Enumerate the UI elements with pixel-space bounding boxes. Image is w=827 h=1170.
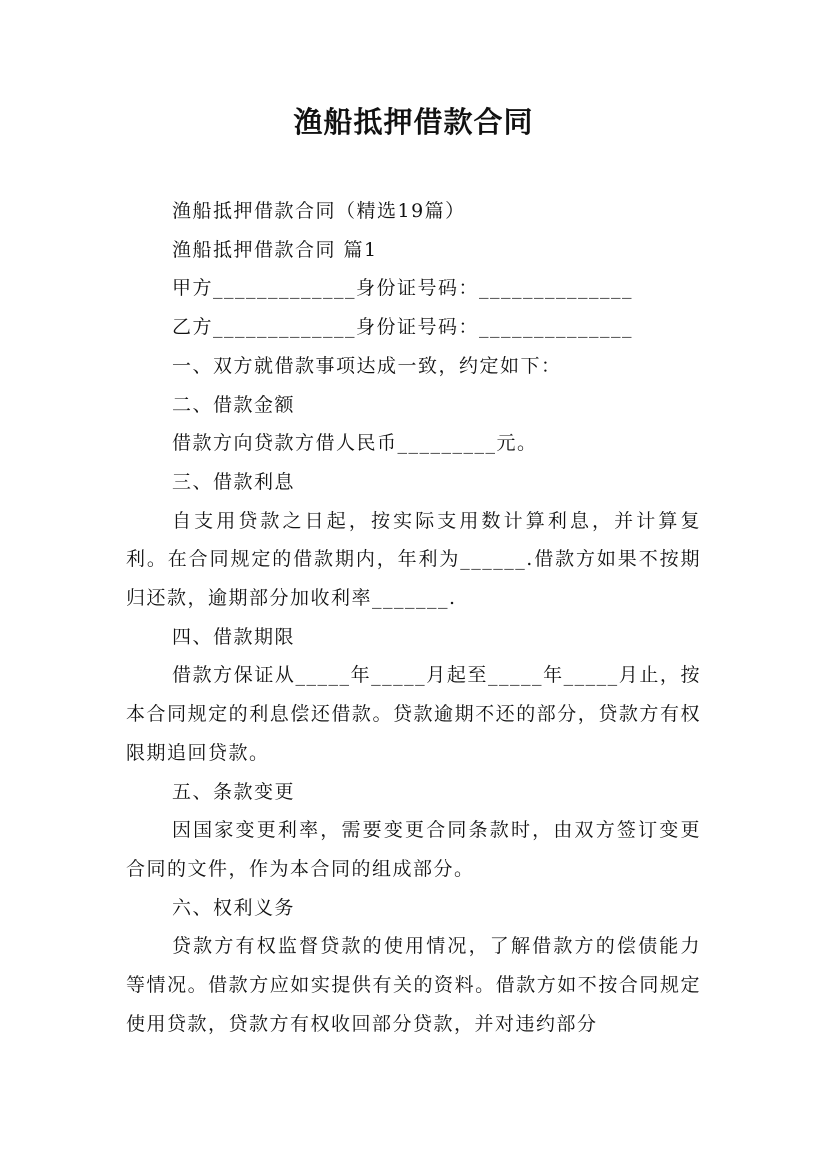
heading-clause-change: 五、条款变更 <box>172 780 296 803</box>
subtitle-paragraph: 渔船抵押借款合同（精选19篇） <box>172 200 466 222</box>
clause-agreement: 一、双方就借款事项达成一致，约定如下： <box>172 354 562 377</box>
document-body <box>126 192 701 1043</box>
party-a-line: 甲方_____________身份证号码：______________ <box>172 277 634 300</box>
section-heading-article-1: 渔船抵押借款合同 篇1 <box>172 238 378 261</box>
heading-loan-amount: 二、借款金额 <box>172 393 296 416</box>
clause-loan-amount: 借款方向贷款方借人民币_________元。 <box>172 432 538 455</box>
heading-loan-term: 四、借款期限 <box>172 625 296 648</box>
clause-change: 因国家变更利率，需要变更合同条款时，由双方签订变更合同的文件，作为本合同的组成部分。 <box>126 819 701 880</box>
party-b-line: 乙方_____________身份证号码：______________ <box>172 316 634 339</box>
clause-loan-term: 借款方保证从_____年_____月起至_____年_____月止，按本合同规定的利息偿还借款。贷款逾期不还的部分，贷款方有权限期追回贷款。 <box>126 664 701 764</box>
heading-loan-interest: 三、借款利息 <box>172 470 296 493</box>
clause-rights-obligations: 贷款方有权监督贷款的使用情况，了解借款方的偿债能力等情况。借款方应如实提供有关的资料。借款方如不按合同规定使用贷款，贷款方有权收回部分贷款，并对违约部分 <box>126 935 701 1035</box>
heading-rights-obligations: 六、权利义务 <box>172 896 296 919</box>
clause-loan-interest: 自支用贷款之日起，按实际支用数计算利息，并计算复利。在合同规定的借款期内，年利为______.借款方如果不按期归还款，逾期部分加收利率_______. <box>126 509 701 610</box>
document-title: 渔船抵押借款合同 <box>293 105 534 139</box>
